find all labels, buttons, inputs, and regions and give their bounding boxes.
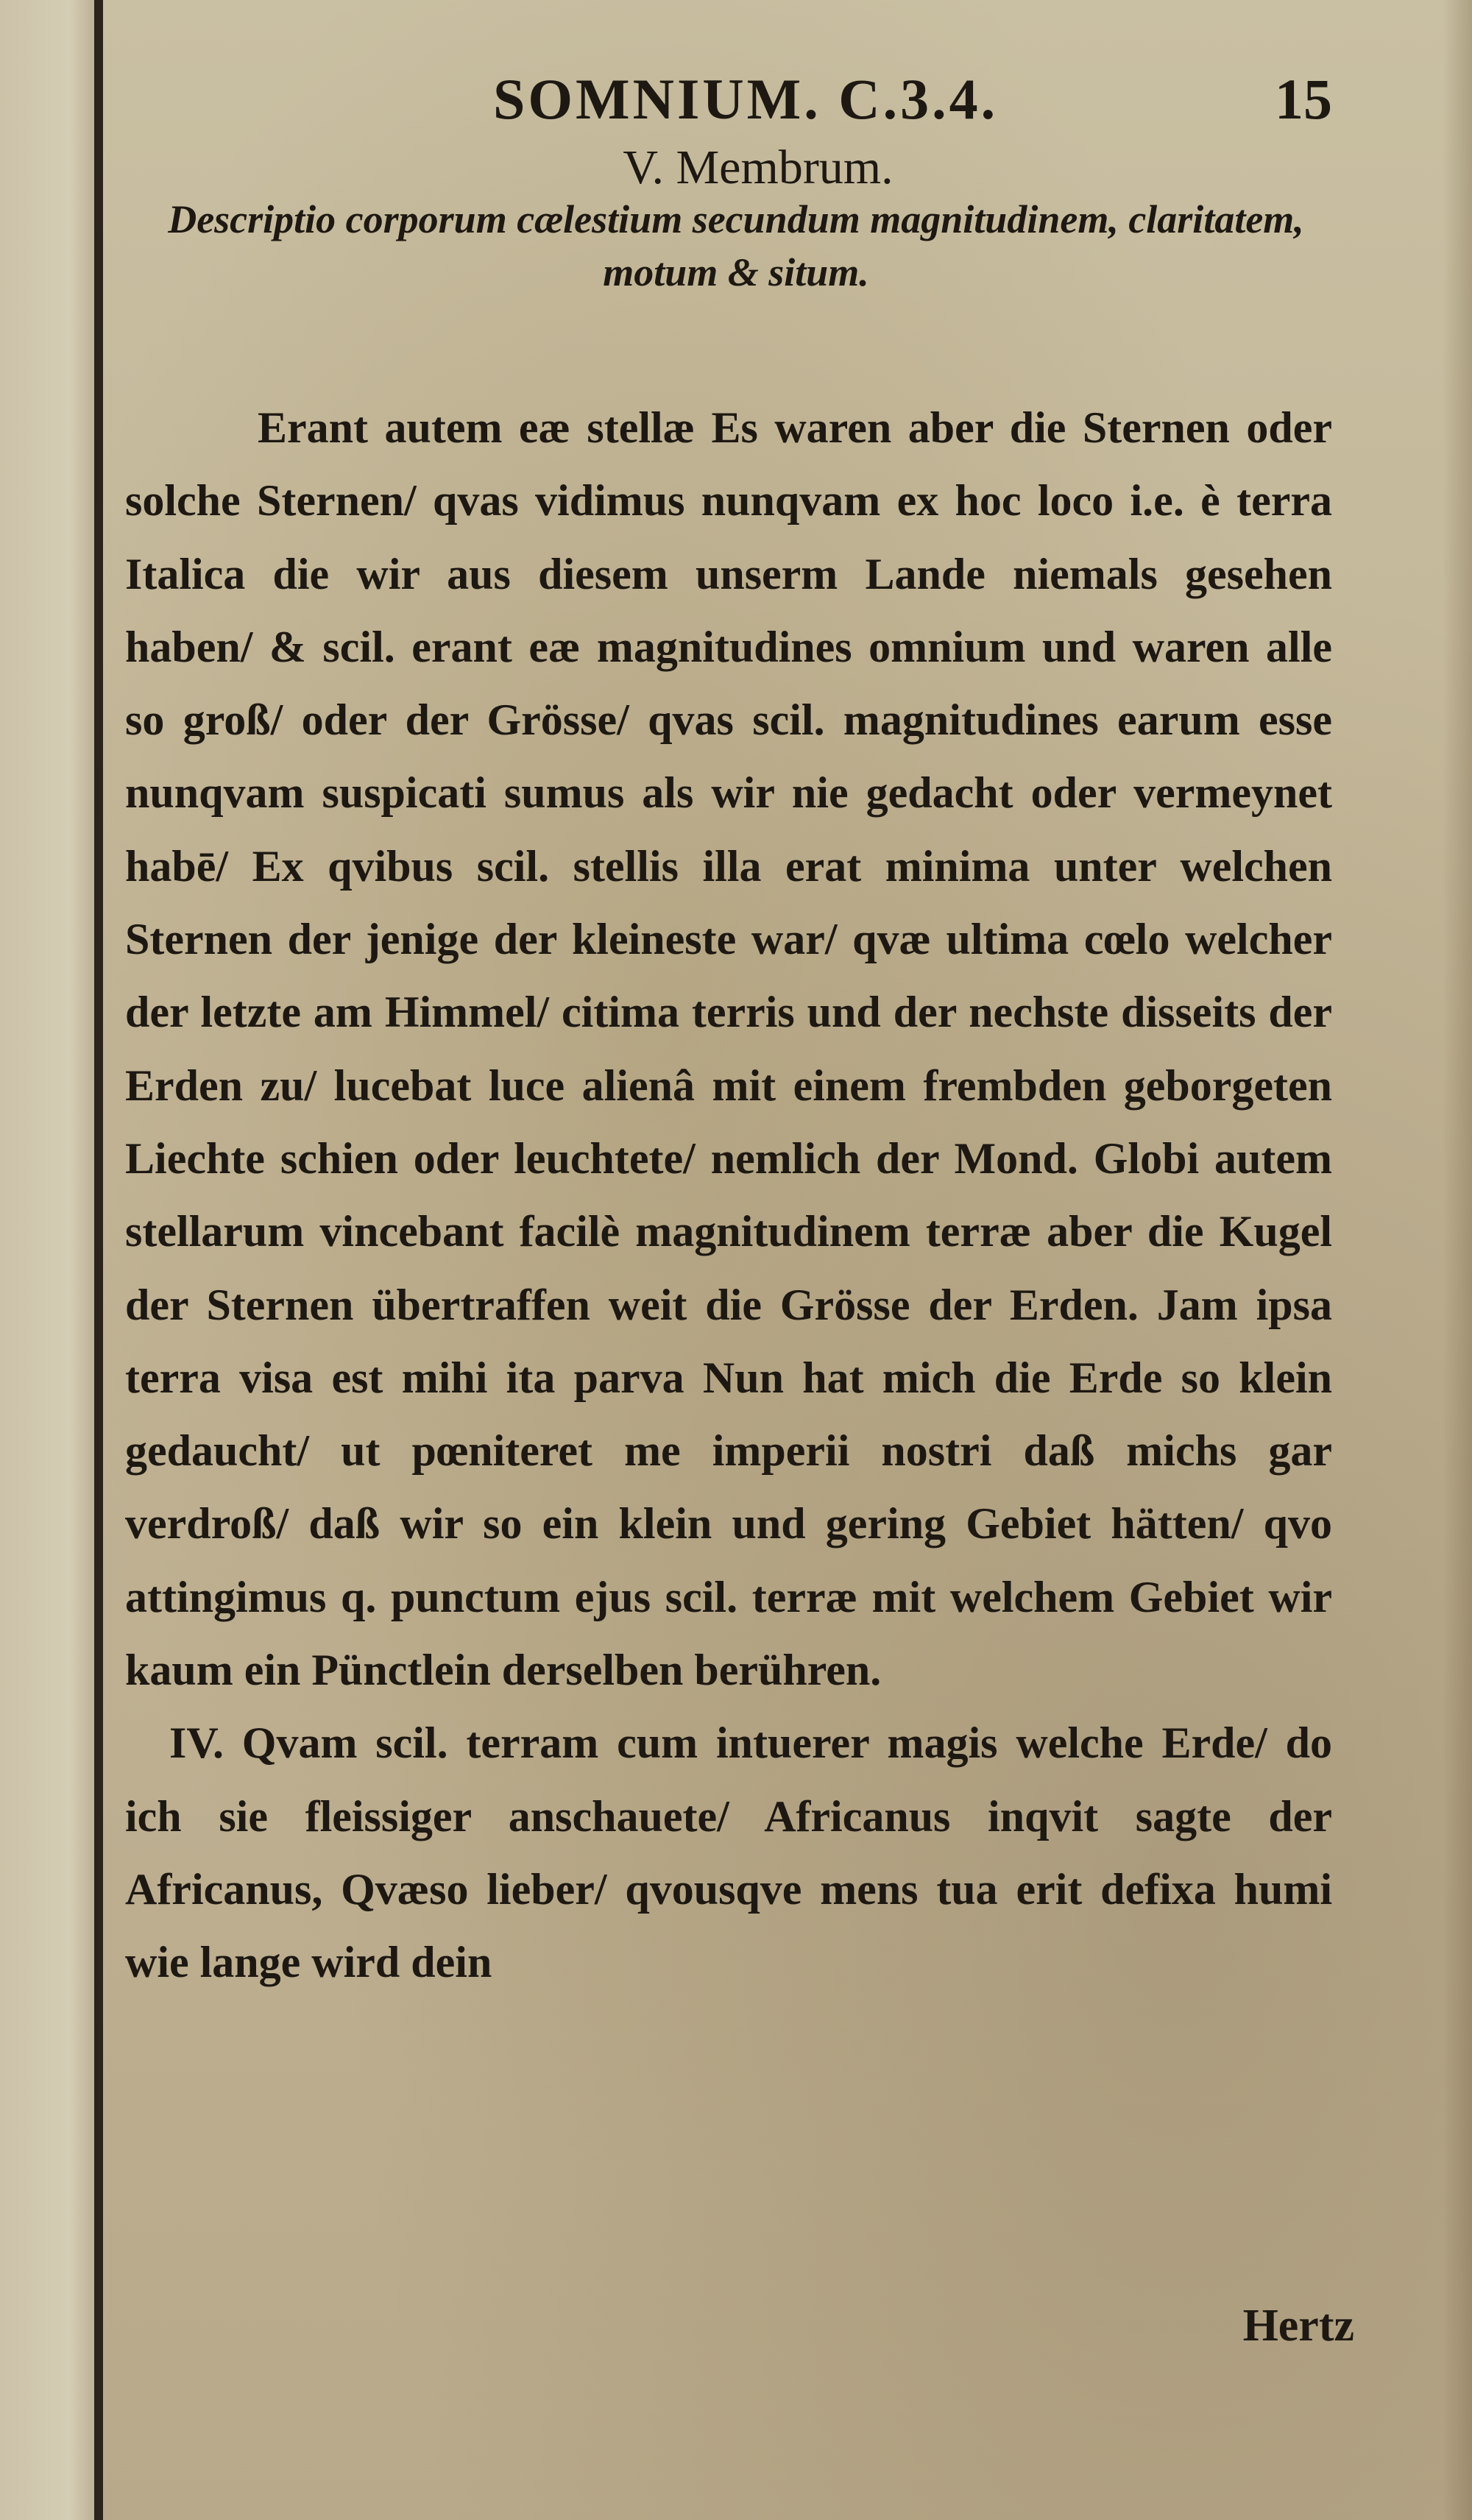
text-block <box>125 29 1332 2000</box>
body-text <box>125 392 1332 2000</box>
page-gutter <box>94 0 103 2520</box>
running-head <box>125 29 1332 140</box>
section-title: V. Membrum. <box>623 141 894 194</box>
catchword: Hertz <box>1242 2301 1354 2351</box>
paragraph: IV. Qvam scil. terram cum intuerer magis welche Erde/ do ich sie fleissiger anschauete/ Africanus inqvit sagte der Africanus, Qvæso lieber/ qvousqve mens tua erit defixa humi wie lange wird dein <box>125 1719 1332 1987</box>
page-number: 15 <box>1275 67 1332 131</box>
page-shadow <box>1443 0 1472 2520</box>
paragraph: Erant autem eæ stellæ Es waren aber die Sternen oder solche Sternen/ qvas vidimus nunqvam ex hoc loco i.e. è terra Italica die wir aus diesem unserm Lande niemals gesehen haben/ & scil. erant eæ magnitudines omnium und waren alle so groß/ oder der Grösse/ qvas scil. magnitudines earum esse nunqvam suspicati sumus als wir nie gedacht oder vermeynet habē/ Ex qvibus scil. stellis illa erat minima unter welchen Sternen der jenige der kleineste war/ qvæ ultima cœlo welcher der letzte am Himmel/ citima terris und der nechste disseits der Erden zu/ lucebat luce alienâ mit einem frembden geborgeten Liechte schien oder leuchtete/ nemlich der Mond. Globi autem stellarum vincebant facilè magnitudinem terræ aber die Kugel der Sternen übertraffen weit die Grösse der Erden. Jam ipsa terra visa est mihi ita parva Nun hat mich die Erde so klein gedaucht/ ut pœniteret me imperii nostri daß michs gar verdroß/ daß wir so ein klein und gering Gebiet hätten/ qvo attingimus q. punctum ejus scil. terræ mit welchem Gebiet wir kaum ein Pünctlein derselben berühren. <box>125 403 1332 1695</box>
facing-page-edge <box>0 0 99 2520</box>
section-subtitle: Descriptio corporum cælestium secundum magnitudinem, claritatem, motum & situm. <box>168 197 1304 294</box>
running-title: SOMNIUM. C.3.4. <box>493 67 999 131</box>
